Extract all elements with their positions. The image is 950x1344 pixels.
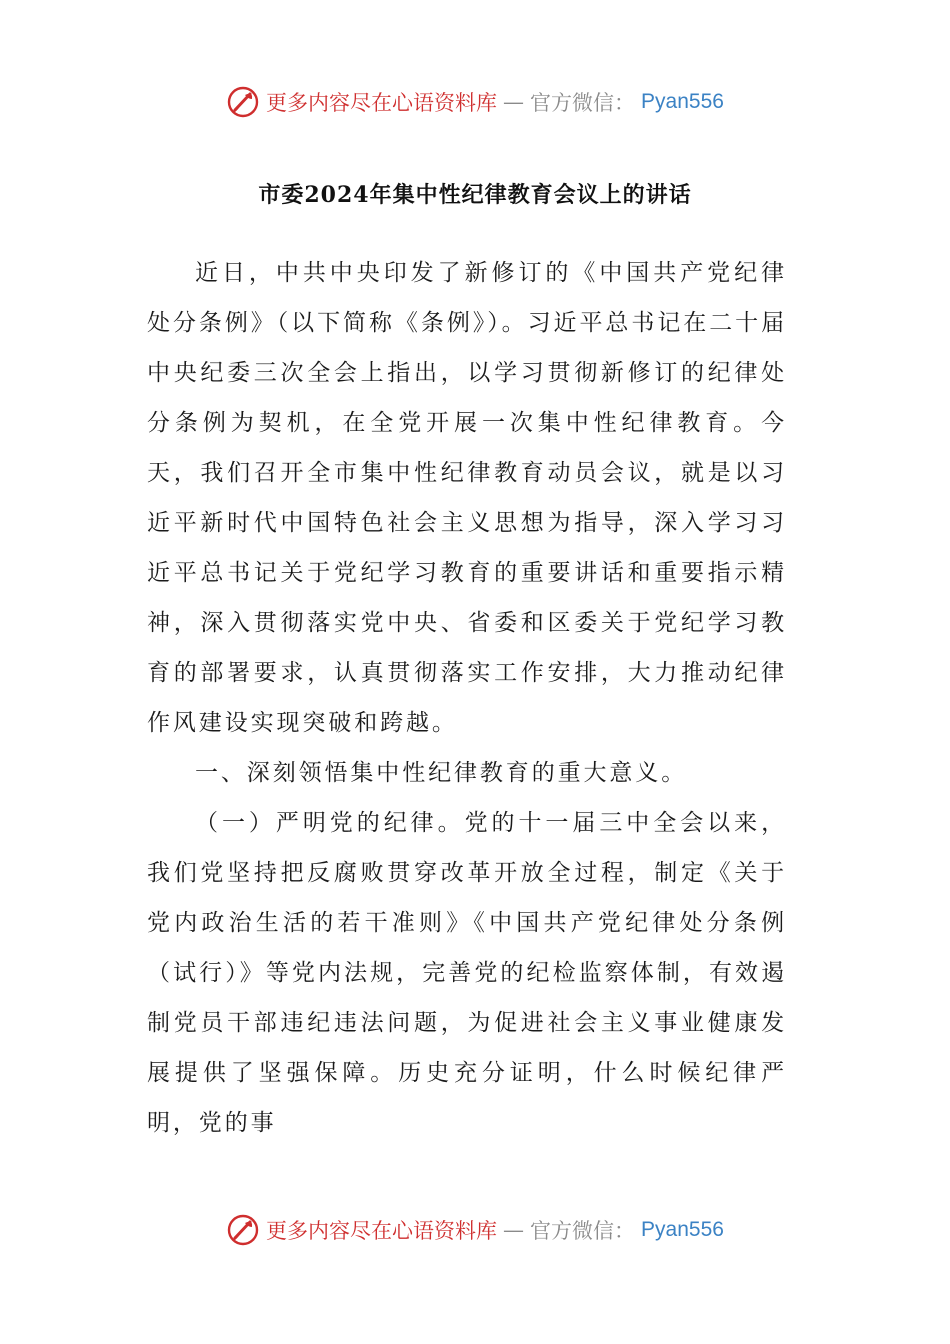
paragraph: 近日，中共中央印发了新修订的《中国共产党纪律处分条例》（以下简称《条例》）。习近平总书记在二十届中央纪委三次全会上指出，以学习贯彻新修订的纪律处分条例为契机，在全党开展一次集中性纪律教育。今天，我们召开全市集中性纪律教育动员会议，就是以习近平新时代中国特色社会主义思想为指导，深入学习习近平总书记关于党纪学习教育的重要讲话和重要指示精神，深入贯彻落实党中央、省委和区委关于党纪学习教育的部署要求，认真贯彻落实工作安排，大力推动纪律作风建设实现突破和跨越。 [147, 260, 787, 736]
paragraph: （一）严明党的纪律。党的十一届三中全会以来，我们党坚持把反腐败贯穿改革开放全过程，制定《关于党内政治生活的若干准则》《中国共产党纪律处分条例（试行）》等党内法规，完善党的纪检监察体制，有效遏制党员干部违纪违法问题，为促进社会主义事业健康发展提供了坚强保障。历史充分证明，什么时候纪律严明，党的事 [147, 810, 787, 1136]
quill-logo-icon [226, 85, 260, 119]
document-body [147, 248, 787, 1148]
quill-logo-icon [226, 1213, 260, 1247]
banner-dash: — [503, 90, 525, 114]
banner-site-text: 更多内容尽在心语资料库 [266, 1219, 498, 1243]
banner-dash: — [503, 1218, 525, 1242]
banner-contact-label: 官方微信： [530, 91, 636, 115]
banner-contact-id: Pyan556 [641, 90, 724, 113]
footer-banner [0, 1208, 950, 1252]
document-title: 市委2024年集中性纪律教育会议上的讲话 [258, 182, 692, 208]
banner-contact-id: Pyan556 [641, 1218, 724, 1241]
banner-site-text: 更多内容尽在心语资料库 [266, 91, 498, 115]
section-heading: 一、深刻领悟集中性纪律教育的重大意义。 [195, 760, 688, 786]
banner-contact-label: 官方微信： [530, 1219, 636, 1243]
header-banner [0, 80, 950, 124]
